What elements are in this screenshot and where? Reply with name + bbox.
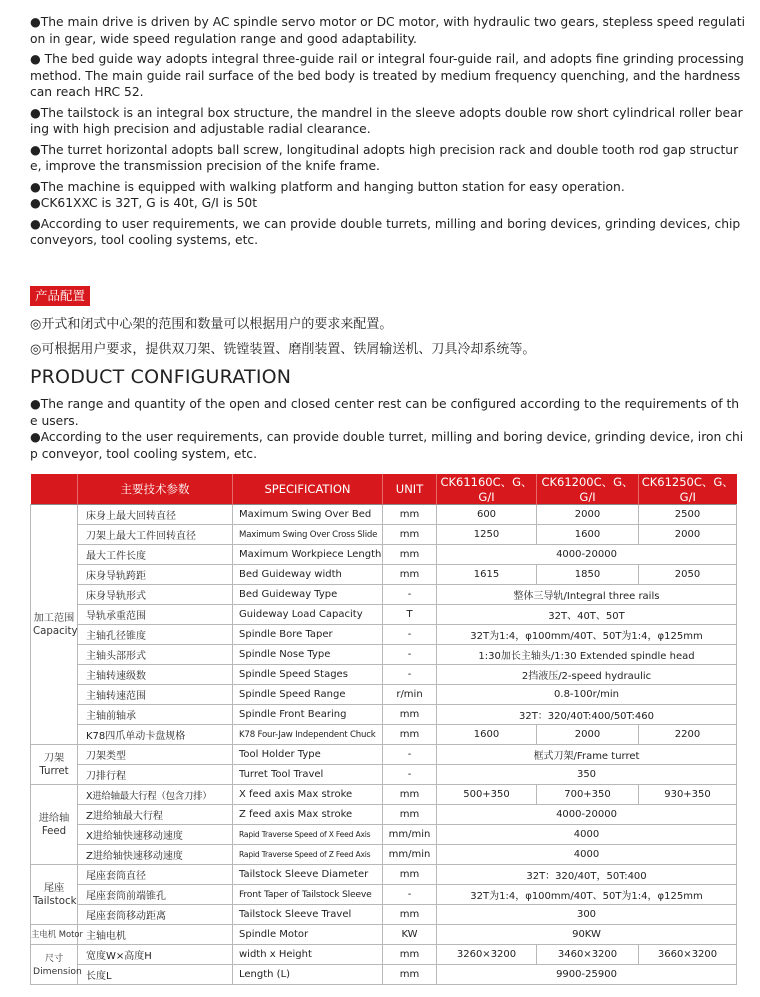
row-en-label: Maximum Workpiece Length [233,545,383,565]
row-en-label: Turret Tool Travel [233,765,383,785]
spec-table-header [31,474,737,505]
row-value-2: 700+350 [537,785,639,805]
row-value: 4000 [437,825,737,845]
row-en-label: width x Height [233,945,383,965]
row-unit: mm [383,545,437,565]
row-unit: - [383,645,437,665]
group-tailstock: 尾座 Tailstock [31,865,78,925]
feature-tailstock: ●The tailstock is an integral box structure, the mandrel in the sleeve adopts double row short cylindrical roller bearing with high precision and adjustable radial clearance. [30,105,743,136]
row-cn-label: X进给轴最大行程（包含刀排） [78,785,233,805]
row-value-3: 2500 [639,505,737,525]
table-row [31,805,737,825]
row-unit: mm [383,525,437,545]
header-model-2: CK61200C、G、G/I [537,474,639,505]
row-value-1: 1600 [437,725,537,745]
row-unit: - [383,765,437,785]
row-value: 框式刀架/Frame turret [437,745,737,765]
table-row [31,785,737,805]
row-cn-label: K78四爪单动卡盘规格 [78,725,233,745]
table-row [31,705,737,725]
row-value-3: 930+350 [639,785,737,805]
row-cn-label: 尾座套筒移动距离 [78,905,233,925]
row-value: 32T为1:4，φ100mm/40T、50T为1:4，φ125mm [437,885,737,905]
row-unit: T [383,605,437,625]
row-cn-label: 床身导轨跨距 [78,565,233,585]
row-cn-label: 主轴头部形式 [78,645,233,665]
group-dimension: 尺寸 Dimension [31,945,78,985]
row-cn-label: 主轴转速范围 [78,685,233,705]
row-en-label: Spindle Motor [233,925,383,945]
row-cn-label: 刀架类型 [78,745,233,765]
table-row [31,905,737,925]
config-cn-line-2: ◎可根据用户要求，提供双刀架、铣镗装置、磨削装置、铁屑输送机、刀具冷却系统等。 [30,342,536,357]
row-unit: - [383,625,437,645]
row-unit: mm/min [383,825,437,845]
table-row [31,625,737,645]
row-en-label: Spindle Speed Stages [233,665,383,685]
row-unit: mm [383,505,437,525]
table-row [31,725,737,745]
row-value-1: 500+350 [437,785,537,805]
row-unit: mm/min [383,845,437,865]
group-motor: 主电机 Motor [31,925,78,945]
row-cn-label: 尾座套筒直径 [78,865,233,885]
row-cn-label: 床身导轨形式 [78,585,233,605]
config-en-line-1: ●The range and quantity of the open and closed center rest can be configured according to the requirements of the users. [30,397,740,428]
config-cn-line-1: ◎开式和闭式中心架的范围和数量可以根据用户的要求来配置。 [30,317,393,332]
config-heading: PRODUCT CONFIGURATION [30,366,292,388]
row-unit: - [383,745,437,765]
table-row [31,645,737,665]
header-spec: SPECIFICATION [233,474,383,505]
header-blank [31,474,78,505]
table-row [31,965,737,985]
row-cn-label: 尾座套筒前端锥孔 [78,885,233,905]
row-value-2: 1600 [537,525,639,545]
row-cn-label: 长度L [78,965,233,985]
row-unit: - [383,885,437,905]
feature-platform: ●The machine is equipped with walking platform and hanging button station for easy operation. [30,179,625,194]
table-row [31,745,737,765]
row-en-label: Tailstock Sleeve Travel [233,905,383,925]
row-value-2: 2000 [537,725,639,745]
row-value: 90KW [437,925,737,945]
row-en-label: Rapid Traverse Speed of Z Feed Axis [233,845,383,865]
config-en-list [30,396,746,462]
row-value: 32T、40T、50T [437,605,737,625]
table-row [31,585,737,605]
row-unit: mm [383,725,437,745]
row-value: 32T：320/40T:400/50T:460 [437,705,737,725]
row-en-label: Spindle Nose Type [233,645,383,665]
row-en-label: Rapid Traverse Speed of X Feed Axis [233,825,383,845]
row-cn-label: 主轴前轴承 [78,705,233,725]
row-cn-label: 主轴孔径锥度 [78,625,233,645]
row-cn-label: 导轨承重范围 [78,605,233,625]
table-row [31,865,737,885]
table-row [31,505,737,525]
row-cn-label: 最大工件长度 [78,545,233,565]
spec-table [30,474,737,985]
row-en-label: Length (L) [233,965,383,985]
table-row [31,545,737,565]
table-row [31,885,737,905]
row-en-label: Guideway Load Capacity [233,605,383,625]
row-value: 350 [437,765,737,785]
row-value-1: 1615 [437,565,537,585]
row-value: 32T为1:4，φ100mm/40T、50T为1:4，φ125mm [437,625,737,645]
row-unit: mm [383,705,437,725]
row-value-3: 2000 [639,525,737,545]
row-cn-label: 宽度W×高度H [78,945,233,965]
row-unit: mm [383,905,437,925]
table-row [31,765,737,785]
row-unit: - [383,665,437,685]
header-unit: UNIT [383,474,437,505]
row-value: 0.8-100r/min [437,685,737,705]
row-en-label: Maximum Swing Over Bed [233,505,383,525]
feature-bed-guideway: ● The bed guide way adopts integral three-guide rail or integral four-guide rail, and adopts fine grinding processing method. The main guide rail surface of the bed body is treated by medium frequency quenching, and the hardness can reach HRC 52. [30,52,744,99]
feature-model-note: ●CK61XXC is 32T, G is 40t, G/I is 50t [30,196,258,210]
row-value-2: 3460×3200 [537,945,639,965]
row-en-label: Tool Holder Type [233,745,383,765]
row-unit: - [383,585,437,605]
group-turret: 刀架 Turret [31,745,78,785]
table-row [31,525,737,545]
row-unit: r/min [383,685,437,705]
row-cn-label: X进给轴快速移动速度 [78,825,233,845]
row-unit: mm [383,785,437,805]
row-cn-label: Z进给轴最大行程 [78,805,233,825]
row-value: 2挡液压/2-speed hydraulic [437,665,737,685]
row-cn-label: Z进给轴快速移动速度 [78,845,233,865]
row-en-label: K78 Four-Jaw Independent Chuck [233,725,383,745]
header-model-3: CK61250C、G、G/I [639,474,737,505]
row-en-label: Tailstock Sleeve Diameter [233,865,383,885]
row-en-label: Maximum Swing Over Cross Slide [233,525,383,545]
row-value: 4000-20000 [437,545,737,565]
row-cn-label: 刀排行程 [78,765,233,785]
row-unit: KW [383,925,437,945]
row-en-label: X feed axis Max stroke [233,785,383,805]
row-cn-label: 主轴电机 [78,925,233,945]
row-unit: mm [383,565,437,585]
row-value: 9900-25900 [437,965,737,985]
header-params: 主要技术参数 [78,474,233,505]
feature-options: ●According to user requirements, we can provide double turrets, milling and boring devices, grinding devices, chip conveyors, tool cooling systems, etc. [30,216,741,247]
table-row [31,565,737,585]
row-value-2: 2000 [537,505,639,525]
row-en-label: Bed Guideway Type [233,585,383,605]
feature-list [30,14,746,253]
row-cn-label: 床身上最大回转直径 [78,505,233,525]
row-value: 32T：320/40T，50T:400 [437,865,737,885]
table-row [31,665,737,685]
table-row [31,925,737,945]
table-row [31,605,737,625]
group-feed: 进给轴 Feed [31,785,78,865]
config-tag: 产品配置 [30,286,90,306]
row-en-label: Spindle Bore Taper [233,625,383,645]
header-model-1: CK61160C、G、G/I [437,474,537,505]
row-value-1: 3260×3200 [437,945,537,965]
table-row [31,685,737,705]
row-unit: mm [383,965,437,985]
row-unit: mm [383,945,437,965]
row-value-1: 1250 [437,525,537,545]
row-en-label: Bed Guideway width [233,565,383,585]
row-value: 整体三导轨/Integral three rails [437,585,737,605]
table-row [31,845,737,865]
row-value-3: 2050 [639,565,737,585]
row-unit: mm [383,805,437,825]
row-value: 300 [437,905,737,925]
row-en-label: Front Taper of Tailstock Sleeve [233,885,383,905]
group-capacity: 加工范围 Capacity [31,505,78,745]
row-value: 1:30加长主轴头/1:30 Extended spindle head [437,645,737,665]
row-en-label: Spindle Front Bearing [233,705,383,725]
feature-turret: ●The turret horizontal adopts ball screw, longitudinal adopts high precision rack and double tooth rod gap structure, improve the transmission precision of the knife frame. [30,142,739,173]
row-value-3: 3660×3200 [639,945,737,965]
config-en-line-2: ●According to the user requirements, can provide double turret, milling and boring device, grinding device, iron chip conveyor, tool cooling system, etc. [30,430,744,461]
row-value-2: 1850 [537,565,639,585]
row-value: 4000-20000 [437,805,737,825]
row-unit: mm [383,865,437,885]
feature-main-drive: ●The main drive is driven by AC spindle servo motor or DC motor, with hydraulic two gears, stepless speed regulation in gear, wide speed regulation range and good adaptability. [30,15,746,46]
table-row [31,825,737,845]
row-en-label: Z feed axis Max stroke [233,805,383,825]
row-cn-label: 主轴转速级数 [78,665,233,685]
row-value-3: 2200 [639,725,737,745]
row-cn-label: 刀架上最大工件回转直径 [78,525,233,545]
row-value-1: 600 [437,505,537,525]
table-row [31,945,737,965]
row-value: 4000 [437,845,737,865]
row-en-label: Spindle Speed Range [233,685,383,705]
